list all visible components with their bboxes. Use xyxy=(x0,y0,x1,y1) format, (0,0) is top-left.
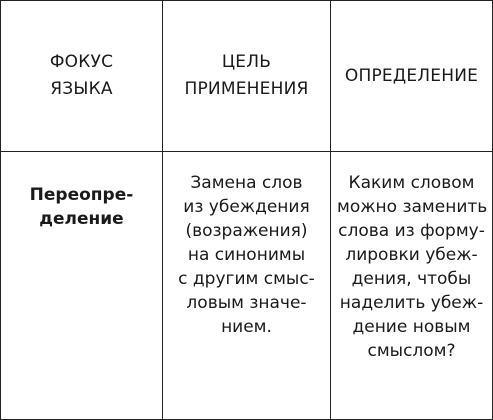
cell-line: (возражения) xyxy=(185,221,308,241)
header-language-focus xyxy=(1,1,163,152)
cell-line: на синонимы xyxy=(187,245,306,265)
cell-line: наделить убеж- xyxy=(339,293,484,313)
cell-line: слова из форму- xyxy=(338,221,485,241)
cell-line: нием. xyxy=(221,317,272,337)
cell-line: Замена слов xyxy=(190,173,303,193)
header-line: ЯЗЫКА xyxy=(50,79,113,99)
cell-line: из убеждения xyxy=(183,197,310,217)
cell-line: деление xyxy=(39,208,124,229)
header-line: ОПРЕДЕЛЕНИЕ xyxy=(344,65,479,86)
cell-line: с другим смыс- xyxy=(178,269,315,289)
cell-line: Переопре- xyxy=(29,184,134,205)
table-header-row xyxy=(1,1,493,152)
cell-line: ловым значе- xyxy=(186,293,307,313)
cell-line: можно заменить xyxy=(337,197,488,217)
cell-line: смыслом? xyxy=(367,341,456,361)
cell-technique-name xyxy=(1,152,163,420)
cell-purpose-text xyxy=(163,152,331,420)
cell-definition-text xyxy=(331,152,493,420)
header-line: ПРИМЕНЕНИЯ xyxy=(184,79,309,99)
header-purpose xyxy=(163,1,331,152)
cell-line: Каким словом xyxy=(348,173,475,193)
header-line: ФОКУС xyxy=(49,52,114,72)
cell-line: дения, чтобы xyxy=(351,269,472,289)
table-row xyxy=(1,152,493,420)
header-line: ЦЕЛЬ xyxy=(221,52,272,72)
cell-line: лировки убеж- xyxy=(345,245,478,265)
header-definition xyxy=(331,1,493,152)
cell-line: дение новым xyxy=(352,317,471,337)
